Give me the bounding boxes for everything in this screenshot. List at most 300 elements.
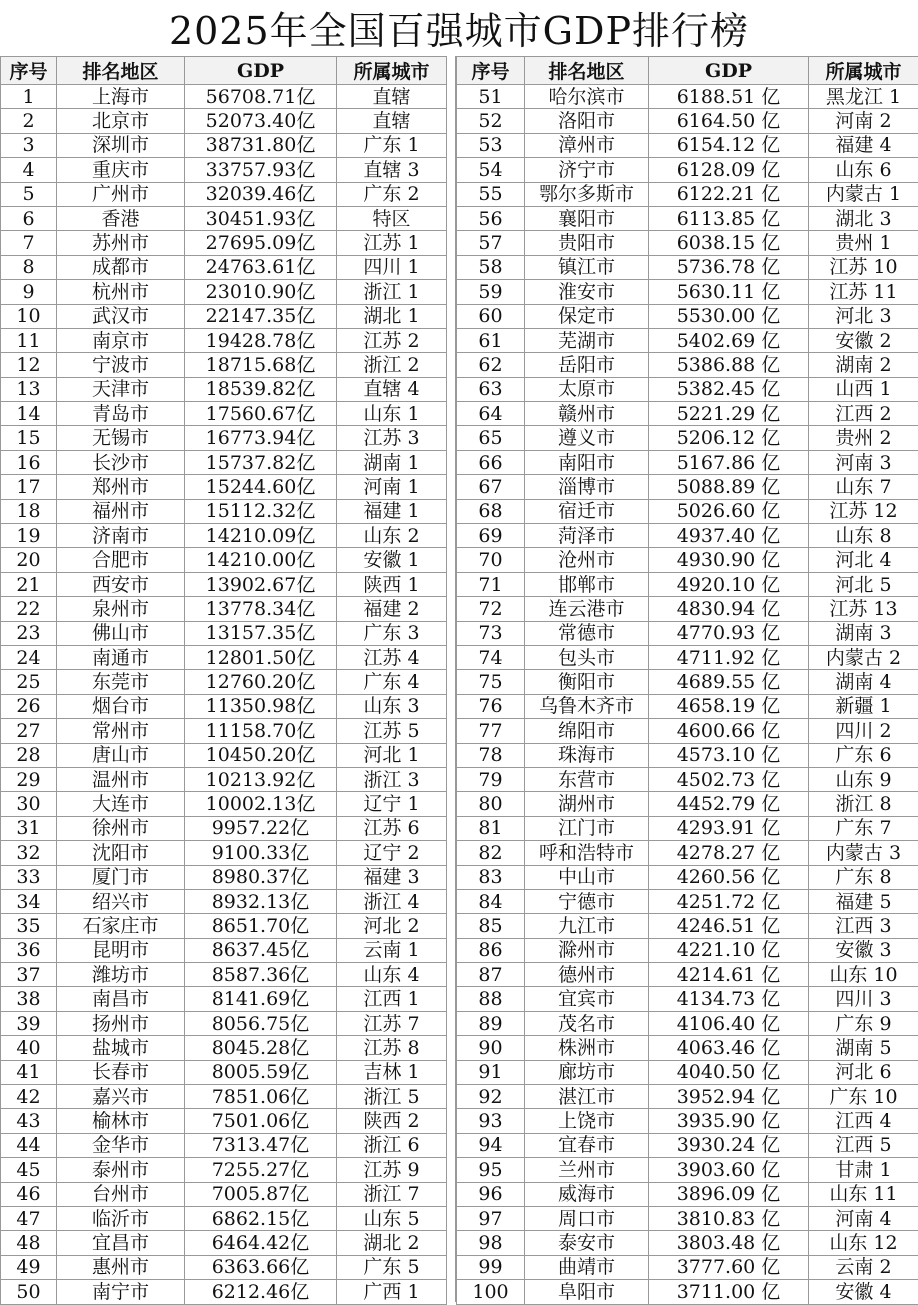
region-cell: 赣州市 [525, 402, 649, 426]
rank-cell: 77 [457, 719, 525, 743]
region-cell: 金华市 [57, 1133, 185, 1157]
gdp-cell: 12760.20亿 [185, 670, 337, 694]
gdp-cell: 4689.55 亿 [649, 670, 809, 694]
table-row [457, 1036, 918, 1060]
province-cell: 河北 4 [809, 548, 918, 572]
gdp-cell: 4573.10 亿 [649, 743, 809, 767]
province-cell: 江苏 6 [337, 816, 447, 840]
rank-cell: 2 [1, 109, 57, 133]
gdp-cell: 13778.34亿 [185, 597, 337, 621]
table-row [457, 1231, 918, 1255]
region-cell: 泰安市 [525, 1231, 649, 1255]
province-cell: 山东 12 [809, 1231, 918, 1255]
province-cell: 陕西 2 [337, 1109, 447, 1133]
region-cell: 重庆市 [57, 158, 185, 182]
region-cell: 东营市 [525, 767, 649, 791]
header-gdp: GDP [649, 57, 809, 85]
region-cell: 长沙市 [57, 450, 185, 474]
rank-cell: 70 [457, 548, 525, 572]
province-cell: 河南 2 [809, 109, 918, 133]
region-cell: 济南市 [57, 524, 185, 548]
region-cell: 周口市 [525, 1206, 649, 1230]
table-row [457, 475, 918, 499]
table-row [1, 1255, 447, 1279]
region-cell: 长春市 [57, 1060, 185, 1084]
province-cell: 广东 10 [809, 1085, 918, 1109]
table-row [457, 1280, 918, 1304]
table-row [1, 1280, 447, 1304]
gdp-cell: 24763.61亿 [185, 255, 337, 279]
rank-cell: 85 [457, 914, 525, 938]
province-cell: 浙江 4 [337, 889, 447, 913]
rank-cell: 73 [457, 621, 525, 645]
gdp-cell: 4600.66 亿 [649, 719, 809, 743]
province-cell: 湖南 3 [809, 621, 918, 645]
table-row [457, 524, 918, 548]
province-cell: 浙江 7 [337, 1182, 447, 1206]
gdp-cell: 4502.73 亿 [649, 767, 809, 791]
region-cell: 苏州市 [57, 231, 185, 255]
rank-cell: 23 [1, 621, 57, 645]
province-cell: 广东 3 [337, 621, 447, 645]
gdp-cell: 5630.11 亿 [649, 280, 809, 304]
gdp-cell: 4452.79 亿 [649, 792, 809, 816]
region-cell: 德州市 [525, 963, 649, 987]
province-cell: 内蒙古 3 [809, 841, 918, 865]
province-cell: 河北 1 [337, 743, 447, 767]
region-cell: 保定市 [525, 304, 649, 328]
gdp-cell: 4251.72 亿 [649, 889, 809, 913]
region-cell: 上海市 [57, 85, 185, 109]
rank-cell: 66 [457, 450, 525, 474]
table-row [1, 85, 447, 109]
province-cell: 福建 4 [809, 133, 918, 157]
province-cell: 山东 11 [809, 1182, 918, 1206]
table-row [457, 865, 918, 889]
rank-cell: 28 [1, 743, 57, 767]
rank-cell: 83 [457, 865, 525, 889]
column-separator [446, 56, 456, 1302]
rank-cell: 45 [1, 1158, 57, 1182]
province-cell: 福建 1 [337, 499, 447, 523]
rank-cell: 98 [457, 1231, 525, 1255]
province-cell: 山东 7 [809, 475, 918, 499]
table-row [1, 426, 447, 450]
rank-cell: 18 [1, 499, 57, 523]
rank-cell: 19 [1, 524, 57, 548]
rank-cell: 67 [457, 475, 525, 499]
rank-cell: 72 [457, 597, 525, 621]
region-cell: 常德市 [525, 621, 649, 645]
gdp-cell: 8005.59亿 [185, 1060, 337, 1084]
rank-cell: 59 [457, 280, 525, 304]
rank-cell: 55 [457, 182, 525, 206]
table-row [457, 914, 918, 938]
gdp-cell: 6128.09 亿 [649, 158, 809, 182]
region-cell: 九江市 [525, 914, 649, 938]
region-cell: 贵阳市 [525, 231, 649, 255]
province-cell: 江苏 12 [809, 499, 918, 523]
table-row [1, 328, 447, 352]
gdp-cell: 32039.46亿 [185, 182, 337, 206]
gdp-cell: 4658.19 亿 [649, 694, 809, 718]
province-cell: 江苏 3 [337, 426, 447, 450]
region-cell: 杭州市 [57, 280, 185, 304]
table-row [1, 1011, 447, 1035]
rank-cell: 51 [457, 85, 525, 109]
province-cell: 江苏 9 [337, 1158, 447, 1182]
header-row [1, 57, 447, 85]
rank-cell: 29 [1, 767, 57, 791]
gdp-cell: 38731.80亿 [185, 133, 337, 157]
gdp-cell: 4063.46 亿 [649, 1036, 809, 1060]
region-cell: 嘉兴市 [57, 1085, 185, 1109]
table-row [1, 158, 447, 182]
province-cell: 云南 1 [337, 938, 447, 962]
rank-cell: 95 [457, 1158, 525, 1182]
province-cell: 四川 1 [337, 255, 447, 279]
region-cell: 南宁市 [57, 1280, 185, 1304]
table-row [1, 841, 447, 865]
gdp-cell: 6188.51 亿 [649, 85, 809, 109]
table-row [457, 792, 918, 816]
table-row [1, 865, 447, 889]
region-cell: 曲靖市 [525, 1255, 649, 1279]
gdp-cell: 52073.40亿 [185, 109, 337, 133]
province-cell: 河北 3 [809, 304, 918, 328]
table-row [457, 255, 918, 279]
table-row [1, 304, 447, 328]
rank-cell: 16 [1, 450, 57, 474]
table-row [1, 1060, 447, 1084]
province-cell: 直辖 [337, 109, 447, 133]
province-cell: 河南 3 [809, 450, 918, 474]
region-cell: 淄博市 [525, 475, 649, 499]
province-cell: 广东 4 [337, 670, 447, 694]
rank-cell: 26 [1, 694, 57, 718]
region-cell: 岳阳市 [525, 353, 649, 377]
region-cell: 南阳市 [525, 450, 649, 474]
rank-cell: 88 [457, 987, 525, 1011]
region-cell: 徐州市 [57, 816, 185, 840]
table-row [457, 597, 918, 621]
table-row [457, 645, 918, 669]
region-cell: 深圳市 [57, 133, 185, 157]
table-row [457, 963, 918, 987]
rank-cell: 52 [457, 109, 525, 133]
region-cell: 青岛市 [57, 402, 185, 426]
gdp-cell: 10002.13亿 [185, 792, 337, 816]
region-cell: 阜阳市 [525, 1280, 649, 1304]
ranking-table-left [0, 56, 447, 1305]
rank-cell: 42 [1, 1085, 57, 1109]
rank-cell: 47 [1, 1206, 57, 1230]
province-cell: 广东 5 [337, 1255, 447, 1279]
region-cell: 昆明市 [57, 938, 185, 962]
rank-cell: 49 [1, 1255, 57, 1279]
region-cell: 邯郸市 [525, 572, 649, 596]
rank-cell: 10 [1, 304, 57, 328]
gdp-cell: 6122.21 亿 [649, 182, 809, 206]
rank-cell: 6 [1, 206, 57, 230]
region-cell: 唐山市 [57, 743, 185, 767]
province-cell: 山东 10 [809, 963, 918, 987]
table-row [1, 889, 447, 913]
rank-cell: 4 [1, 158, 57, 182]
gdp-cell: 3952.94 亿 [649, 1085, 809, 1109]
region-cell: 南昌市 [57, 987, 185, 1011]
region-cell: 包头市 [525, 645, 649, 669]
rank-cell: 11 [1, 328, 57, 352]
gdp-cell: 3803.48 亿 [649, 1231, 809, 1255]
gdp-cell: 6154.12 亿 [649, 133, 809, 157]
province-cell: 浙江 2 [337, 353, 447, 377]
header-rank: 序号 [1, 57, 57, 85]
region-cell: 惠州市 [57, 1255, 185, 1279]
region-cell: 漳州市 [525, 133, 649, 157]
province-cell: 甘肃 1 [809, 1158, 918, 1182]
header-gdp: GDP [185, 57, 337, 85]
region-cell: 东莞市 [57, 670, 185, 694]
region-cell: 常州市 [57, 719, 185, 743]
province-cell: 山东 2 [337, 524, 447, 548]
gdp-cell: 5382.45 亿 [649, 377, 809, 401]
gdp-cell: 18715.68亿 [185, 353, 337, 377]
page-title: 2025年全国百强城市GDP排行榜 [0, 0, 918, 56]
province-cell: 江苏 10 [809, 255, 918, 279]
region-cell: 台州市 [57, 1182, 185, 1206]
rank-cell: 37 [1, 963, 57, 987]
region-cell: 滁州市 [525, 938, 649, 962]
region-cell: 石家庄市 [57, 914, 185, 938]
rank-cell: 80 [457, 792, 525, 816]
gdp-cell: 4937.40 亿 [649, 524, 809, 548]
province-cell: 浙江 1 [337, 280, 447, 304]
table-row [457, 426, 918, 450]
region-cell: 鄂尔多斯市 [525, 182, 649, 206]
region-cell: 南通市 [57, 645, 185, 669]
province-cell: 河北 2 [337, 914, 447, 938]
table-row [457, 1158, 918, 1182]
region-cell: 衡阳市 [525, 670, 649, 694]
region-cell: 宜春市 [525, 1133, 649, 1157]
province-cell: 江苏 7 [337, 1011, 447, 1035]
region-cell: 株洲市 [525, 1036, 649, 1060]
rank-cell: 56 [457, 206, 525, 230]
region-cell: 宜宾市 [525, 987, 649, 1011]
province-cell: 广东 6 [809, 743, 918, 767]
province-cell: 内蒙古 2 [809, 645, 918, 669]
gdp-cell: 4106.40 亿 [649, 1011, 809, 1035]
rank-cell: 20 [1, 548, 57, 572]
table-row [1, 1158, 447, 1182]
gdp-cell: 30451.93亿 [185, 206, 337, 230]
region-cell: 绵阳市 [525, 719, 649, 743]
region-cell: 连云港市 [525, 597, 649, 621]
region-cell: 烟台市 [57, 694, 185, 718]
region-cell: 济宁市 [525, 158, 649, 182]
province-cell: 河北 5 [809, 572, 918, 596]
region-cell: 泉州市 [57, 597, 185, 621]
rank-cell: 53 [457, 133, 525, 157]
region-cell: 湛江市 [525, 1085, 649, 1109]
rank-cell: 21 [1, 572, 57, 596]
province-cell: 江西 2 [809, 402, 918, 426]
province-cell: 福建 5 [809, 889, 918, 913]
province-cell: 陕西 1 [337, 572, 447, 596]
province-cell: 辽宁 1 [337, 792, 447, 816]
region-cell: 榆林市 [57, 1109, 185, 1133]
province-cell: 安徽 3 [809, 938, 918, 962]
region-cell: 菏泽市 [525, 524, 649, 548]
province-cell: 黑龙江 1 [809, 85, 918, 109]
gdp-cell: 3903.60 亿 [649, 1158, 809, 1182]
table-row [1, 645, 447, 669]
table-row [1, 670, 447, 694]
table-row [1, 621, 447, 645]
province-cell: 云南 2 [809, 1255, 918, 1279]
gdp-cell: 6363.66亿 [185, 1255, 337, 1279]
rank-cell: 7 [1, 231, 57, 255]
gdp-cell: 5088.89 亿 [649, 475, 809, 499]
region-cell: 扬州市 [57, 1011, 185, 1035]
gdp-cell: 3711.00 亿 [649, 1280, 809, 1304]
region-cell: 遵义市 [525, 426, 649, 450]
province-cell: 浙江 5 [337, 1085, 447, 1109]
province-cell: 江苏 5 [337, 719, 447, 743]
rank-cell: 60 [457, 304, 525, 328]
province-cell: 广西 1 [337, 1280, 447, 1304]
table-row [457, 280, 918, 304]
gdp-cell: 4830.94 亿 [649, 597, 809, 621]
rank-cell: 63 [457, 377, 525, 401]
gdp-cell: 5530.00 亿 [649, 304, 809, 328]
region-cell: 福州市 [57, 499, 185, 523]
province-cell: 安徽 2 [809, 328, 918, 352]
gdp-cell: 4214.61 亿 [649, 963, 809, 987]
province-cell: 江苏 1 [337, 231, 447, 255]
rank-cell: 40 [1, 1036, 57, 1060]
gdp-cell: 5026.60 亿 [649, 499, 809, 523]
table-row [457, 158, 918, 182]
region-cell: 无锡市 [57, 426, 185, 450]
table-row [1, 499, 447, 523]
gdp-cell: 6212.46亿 [185, 1280, 337, 1304]
province-cell: 湖南 1 [337, 450, 447, 474]
gdp-cell: 11158.70亿 [185, 719, 337, 743]
rank-cell: 35 [1, 914, 57, 938]
region-cell: 廊坊市 [525, 1060, 649, 1084]
rank-cell: 41 [1, 1060, 57, 1084]
rank-cell: 97 [457, 1206, 525, 1230]
header-row [457, 57, 918, 85]
province-cell: 湖北 3 [809, 206, 918, 230]
gdp-cell: 18539.82亿 [185, 377, 337, 401]
gdp-cell: 9957.22亿 [185, 816, 337, 840]
province-cell: 广东 2 [337, 182, 447, 206]
province-cell: 广东 1 [337, 133, 447, 157]
rank-cell: 5 [1, 182, 57, 206]
gdp-cell: 14210.09亿 [185, 524, 337, 548]
rank-cell: 76 [457, 694, 525, 718]
region-cell: 珠海市 [525, 743, 649, 767]
region-cell: 沈阳市 [57, 841, 185, 865]
rank-cell: 92 [457, 1085, 525, 1109]
region-cell: 淮安市 [525, 280, 649, 304]
gdp-cell: 15737.82亿 [185, 450, 337, 474]
table-row [457, 182, 918, 206]
gdp-cell: 5736.78 亿 [649, 255, 809, 279]
region-cell: 广州市 [57, 182, 185, 206]
rank-cell: 32 [1, 841, 57, 865]
province-cell: 贵州 1 [809, 231, 918, 255]
rank-cell: 78 [457, 743, 525, 767]
table-row [1, 255, 447, 279]
table-row [1, 938, 447, 962]
province-cell: 江西 1 [337, 987, 447, 1011]
gdp-cell: 10450.20亿 [185, 743, 337, 767]
rank-cell: 27 [1, 719, 57, 743]
region-cell: 中山市 [525, 865, 649, 889]
table-row [457, 938, 918, 962]
table-row [457, 231, 918, 255]
province-cell: 四川 2 [809, 719, 918, 743]
table-row [457, 987, 918, 1011]
region-cell: 宜昌市 [57, 1231, 185, 1255]
rank-cell: 17 [1, 475, 57, 499]
table-row [457, 353, 918, 377]
gdp-cell: 15112.32亿 [185, 499, 337, 523]
province-cell: 湖北 2 [337, 1231, 447, 1255]
region-cell: 茂名市 [525, 1011, 649, 1035]
rank-cell: 39 [1, 1011, 57, 1035]
province-cell: 特区 [337, 206, 447, 230]
table-row [1, 1231, 447, 1255]
rank-cell: 43 [1, 1109, 57, 1133]
gdp-cell: 4293.91 亿 [649, 816, 809, 840]
province-cell: 辽宁 2 [337, 841, 447, 865]
table-row [457, 1085, 918, 1109]
region-cell: 宁波市 [57, 353, 185, 377]
gdp-cell: 7313.47亿 [185, 1133, 337, 1157]
gdp-cell: 8637.45亿 [185, 938, 337, 962]
rank-cell: 71 [457, 572, 525, 596]
province-cell: 福建 3 [337, 865, 447, 889]
header-region: 排名地区 [525, 57, 649, 85]
gdp-cell: 3930.24 亿 [649, 1133, 809, 1157]
province-cell: 直辖 [337, 85, 447, 109]
rank-cell: 38 [1, 987, 57, 1011]
gdp-cell: 3896.09 亿 [649, 1182, 809, 1206]
table-row [1, 524, 447, 548]
table-row [457, 377, 918, 401]
rank-cell: 74 [457, 645, 525, 669]
province-cell: 湖南 4 [809, 670, 918, 694]
rank-cell: 65 [457, 426, 525, 450]
gdp-cell: 14210.00亿 [185, 548, 337, 572]
province-cell: 山东 9 [809, 767, 918, 791]
table-row [1, 450, 447, 474]
rank-cell: 14 [1, 402, 57, 426]
province-cell: 河北 6 [809, 1060, 918, 1084]
rank-cell: 25 [1, 670, 57, 694]
province-cell: 浙江 3 [337, 767, 447, 791]
table-row [457, 402, 918, 426]
table-row [457, 304, 918, 328]
region-cell: 南京市 [57, 328, 185, 352]
table-row [457, 109, 918, 133]
gdp-cell: 3935.90 亿 [649, 1109, 809, 1133]
